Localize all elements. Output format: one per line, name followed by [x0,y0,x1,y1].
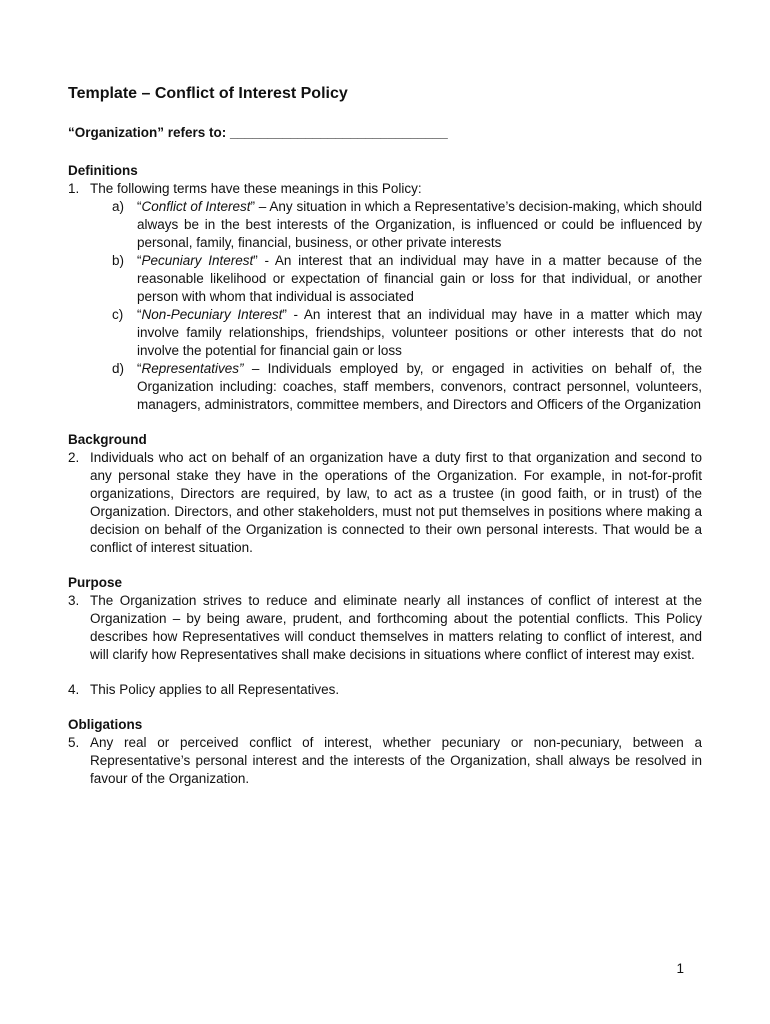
background-heading: Background [68,432,147,447]
purpose-item-4 [68,681,702,699]
close-quote: ” [250,199,255,214]
definition-conflict-of-interest [68,198,702,252]
page-number: 1 [676,961,684,976]
open-quote: “ [137,199,142,214]
close-quote: ” [282,307,287,322]
open-quote: “ [137,253,142,268]
item-number: 4. [68,682,80,697]
purpose-heading: Purpose [68,575,123,590]
item-number: 2. [68,450,80,465]
document-title: Template – Conflict of Interest Policy [68,85,348,102]
document-content [68,84,702,788]
definition-representatives [68,360,702,414]
purpose-item-3 [68,592,702,664]
definition-letter: c) [112,307,124,322]
definition-non-pecuniary-interest [68,306,702,360]
definition-letter: a) [112,199,125,214]
definition-text: – Individuals employed by, or engaged in activities on behalf of, the Organization including: coaches, staff members, convenors, contract personnel, volunteers, managers, administrators, committee members, and Directors and Officers of the Organization [137,361,702,412]
definition-term: Non-Pecuniary Interest [141,307,283,322]
obligations-heading: Obligations [68,717,143,732]
definition-text: - An interest that an individual may have in a matter which may involve family relationships, friendships, volunteer positions or other interests that do not involve the potential for financial gain or loss [137,307,702,358]
definitions-item-1 [68,180,702,198]
definition-text: - An interest that an individual may have in a matter because of the reasonable likelihood or expectation of financial gain or loss for that individual, or another person with whom that individual is associated [137,253,703,304]
definition-term: Conflict of Interest [141,199,251,214]
open-quote: “ [137,307,142,322]
close-quote: ” [253,253,258,268]
item-number: 3. [68,593,80,608]
definitions-heading: Definitions [68,163,138,178]
organization-line: “Organization” refers to: _____________________________ [68,125,448,140]
definition-term: Representatives” [141,361,244,376]
open-quote: “ [137,361,142,376]
definition-pecuniary-interest [68,252,702,306]
definition-term: Pecuniary Interest [141,253,254,268]
background-item-2 [68,449,702,557]
obligations-item-5 [68,734,702,788]
item-number: 1. [68,181,80,196]
item-text: This Policy applies to all Representatives. [90,682,340,697]
item-text: The Organization strives to reduce and eliminate nearly all instances of conflict of interest at the Organization – by being aware, prudent, and forthcoming about the potential conflicts. This Policy describes how Representatives will conduct themselves in matters relating to conflict of interest, and will clarify how Representatives shall make decisions in situations where conflict of interest may exist. [90,593,702,662]
definition-text: – Any situation in which a Representative’s decision-making, which should always be in the best interests of the Organization, is influenced or could be influenced by personal, family, financial, business, or other private interests [137,199,702,250]
item-text: Any real or perceived conflict of interest, whether pecuniary or non-pecuniary, between a Representative’s personal interest and the interests of the Organization, shall always be resolved in favour of the Organization. [90,735,702,786]
item-text: The following terms have these meanings in this Policy: [90,181,422,196]
definition-letter: d) [112,361,125,376]
item-number: 5. [68,735,80,750]
definition-letter: b) [112,253,125,268]
item-text: Individuals who act on behalf of an organization have a duty first to that organization and second to any personal stake they have in the operations of the Organization. For example, in not-for-profit organizations, Directors are required, by law, to act as a trustee (in good faith, or in trust) of the Organization. Directors, and other stakeholders, must not put themselves in positions where making a decision on behalf of the Organization is connected to their own personal interests. That would be a conflict of interest situation. [90,450,702,555]
